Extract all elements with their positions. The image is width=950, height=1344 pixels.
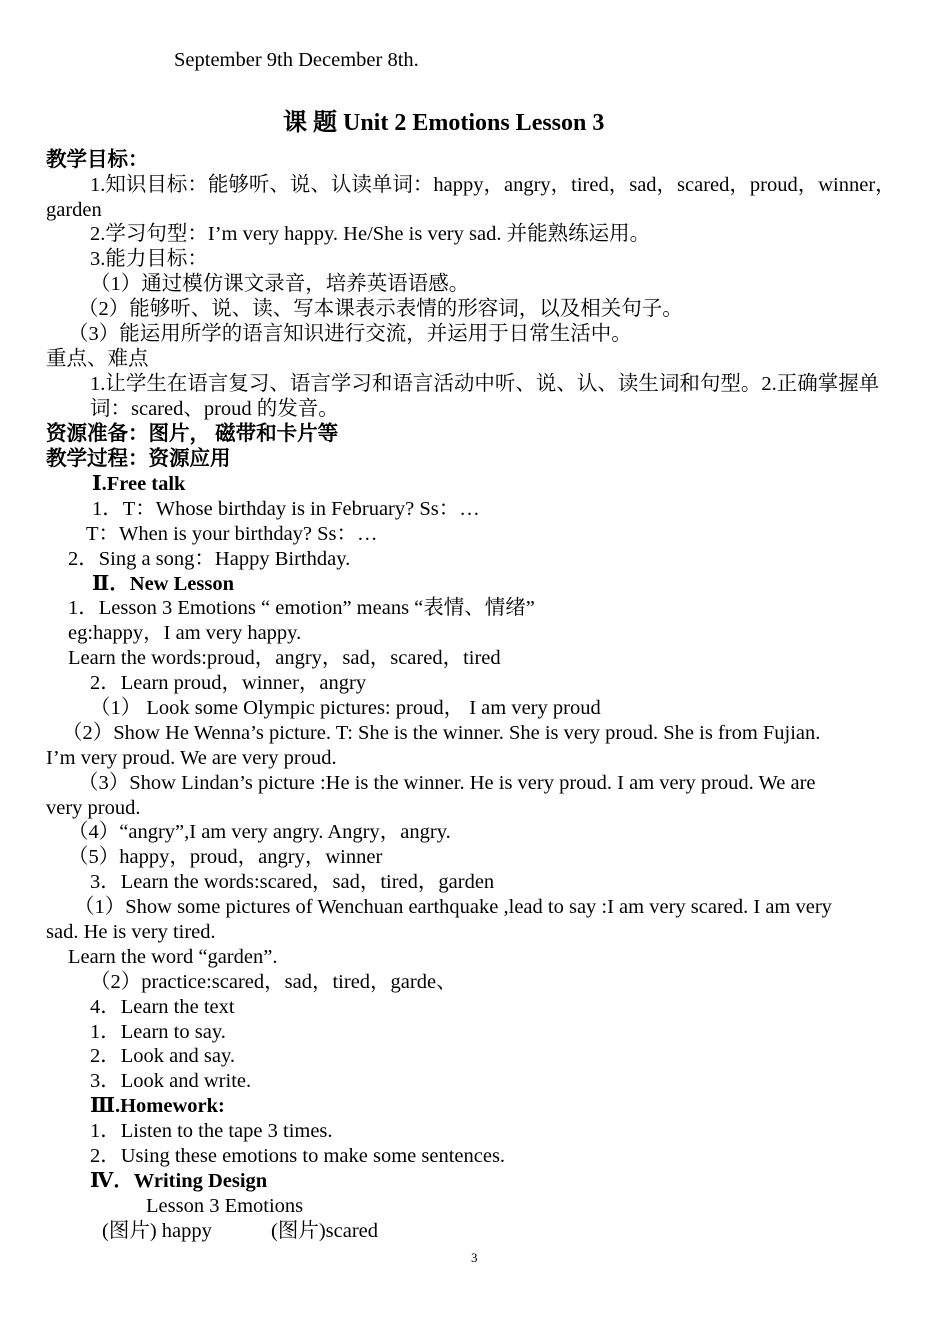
section-free-talk: Ⅰ.Free talk — [92, 473, 186, 495]
new-lesson-line-17: 3．Look and write. — [90, 1070, 252, 1092]
objective-3: 3.能力目标： — [90, 248, 208, 270]
new-lesson-line-10: 3．Learn the words:scared，sad，tired，garden — [90, 871, 495, 893]
free-talk-line-3: 2．Sing a song：Happy Birthday. — [68, 548, 351, 570]
new-lesson-line-16: 2．Look and say. — [90, 1045, 235, 1067]
new-lesson-line-1: 1．Lesson 3 Emotions “ emotion” means “表情、情绪” — [68, 597, 535, 619]
new-lesson-line-8: （4）“angry”,I am very angry. Angry，angry. — [68, 821, 451, 843]
new-lesson-line-7-cont: very proud. — [46, 797, 141, 819]
new-lesson-line-13: （2）practice:scared，sad，tired，garde、 — [90, 971, 457, 993]
section-homework: Ⅲ.Homework: — [90, 1095, 225, 1117]
page-number: 3 — [471, 1250, 478, 1265]
header-date: September 9th December 8th. — [174, 49, 419, 71]
new-lesson-line-9: （5）happy，proud，angry，winner — [68, 846, 383, 868]
new-lesson-line-15: 1．Learn to say. — [90, 1021, 226, 1043]
new-lesson-line-14: 4．Learn the text — [90, 996, 235, 1018]
new-lesson-line-4: 2．Learn proud，winner，angry — [90, 672, 367, 694]
resources-heading: 资源准备：图片， 磁带和卡片等 — [46, 423, 339, 445]
new-lesson-line-5: （1） Look some Olympic pictures: proud， I am very proud — [90, 697, 601, 719]
writing-design-happy: (图片) happy — [102, 1220, 212, 1242]
writing-design-scared: (图片)scared — [271, 1220, 379, 1242]
objective-1-cont: garden — [46, 199, 102, 221]
page-title: 课 题 Unit 2 Emotions Lesson 3 — [283, 110, 605, 136]
new-lesson-line-6: （2）Show He Wenna’s picture. T: She is the winner. She is very proud. She is from Fujian. — [62, 722, 821, 744]
objectives-heading: 教学目标： — [46, 149, 149, 171]
objective-2: 2.学习句型：I’m very happy. He/She is very sad. 并能熟练运用。 — [90, 223, 651, 245]
new-lesson-line-11: （1）Show some pictures of Wenchuan earthquake ,lead to say :I am very scared. I am very — [74, 896, 832, 918]
new-lesson-line-7: （3）Show Lindan’s picture :He is the winner. He is very proud. I am very proud. We are — [78, 772, 816, 794]
ability-3: （3）能运用所学的语言知识进行交流，并运用于日常生活中。 — [68, 323, 632, 345]
ability-2: （2）能够听、说、读、写本课表示表情的形容词，以及相关句子。 — [78, 298, 683, 320]
section-writing-design: Ⅳ．Writing Design — [90, 1170, 268, 1192]
ability-1: （1）通过模仿课文录音，培养英语语感。 — [90, 273, 470, 295]
homework-line-2: 2．Using these emotions to make some sentences. — [90, 1145, 506, 1167]
new-lesson-line-12: Learn the word “garden”. — [68, 946, 278, 968]
homework-line-1: 1．Listen to the tape 3 times. — [90, 1120, 333, 1142]
new-lesson-line-11-cont: sad. He is very tired. — [46, 921, 216, 943]
objective-1: 1.知识目标：能够听、说、认读单词：happy，angry，tired，sad，scared，proud，winner， — [90, 174, 896, 196]
key-points-line-1: 1.让学生在语言复习、语言学习和语言活动中听、说、认、读生词和句型。2.正确掌握单 — [90, 373, 880, 395]
key-points-line-2: 词：scared、proud 的发音。 — [90, 398, 339, 420]
process-heading: 教学过程：资源应用 — [46, 448, 231, 470]
new-lesson-line-2: eg:happy，I am very happy. — [68, 622, 302, 644]
new-lesson-line-3: Learn the words:proud，angry，sad，scared，tired — [68, 647, 501, 669]
new-lesson-line-6-cont: I’m very proud. We are very proud. — [46, 747, 337, 769]
section-new-lesson: Ⅱ．New Lesson — [92, 573, 234, 595]
free-talk-line-1: 1．T：Whose birthday is in February? Ss：… — [92, 498, 480, 520]
key-points-heading: 重点、难点 — [46, 348, 149, 370]
free-talk-line-2: T：When is your birthday? Ss：… — [86, 523, 378, 545]
writing-design-title: Lesson 3 Emotions — [146, 1195, 304, 1217]
